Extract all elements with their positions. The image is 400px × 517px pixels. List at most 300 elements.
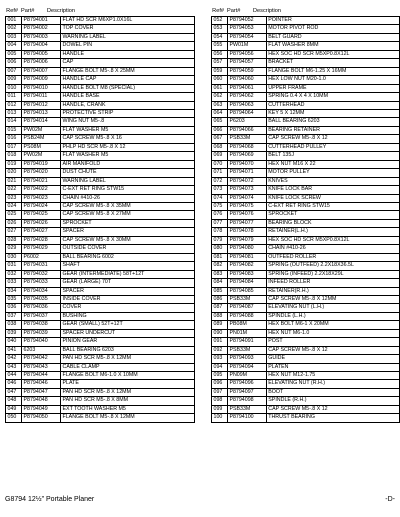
ref-cell: 094 <box>212 363 228 371</box>
table-row <box>6 59 195 67</box>
part-number-cell: P8794013 <box>22 109 61 117</box>
ref-cell: 007 <box>6 67 22 75</box>
description-cell: HANDLE, CRANK <box>61 101 195 109</box>
description-cell: HANDLE BOLT M8 (SPECIAL) <box>61 84 195 92</box>
part-number-cell: P8794069 <box>227 152 266 160</box>
description-cell: BELT GUARD <box>266 33 399 41</box>
ref-cell: 023 <box>6 194 22 202</box>
description-cell: SPACER UNDERCUT <box>61 329 195 337</box>
description-cell: HANDLE CAP <box>61 76 195 84</box>
table-row <box>6 236 195 244</box>
ref-cell: 099 <box>212 405 228 413</box>
part-number-cell: PW02M <box>22 152 61 160</box>
description-cell: GEAR (LARGE) 70T <box>61 279 195 287</box>
description-cell: BOOT <box>266 388 399 396</box>
ref-header: Ref# <box>6 8 18 14</box>
ref-cell: 034 <box>6 287 22 295</box>
table-row <box>212 76 400 84</box>
part-number-cell: PSB33M <box>227 295 266 303</box>
part-number-cell: P8794036 <box>22 304 61 312</box>
description-cell: KNIFE LOCK BAR <box>266 186 399 194</box>
part-number-cell: P8794073 <box>227 186 266 194</box>
part-number-cell: P8794059 <box>227 67 266 75</box>
description-cell: BALL BEARING 6203 <box>61 346 195 354</box>
description-cell: MOTOR PULLEY <box>266 169 399 177</box>
left-parts-table <box>5 16 195 423</box>
part-number-cell: P8794023 <box>22 194 61 202</box>
description-cell: GUIDE <box>266 355 399 363</box>
table-row <box>6 177 195 185</box>
description-cell: SPACER <box>61 228 195 236</box>
table-row <box>6 160 195 168</box>
part-number-cell: P8794084 <box>227 279 266 287</box>
description-cell: GEAR (SMALL) 52T+12T <box>61 321 195 329</box>
part-number-cell: P8794071 <box>227 169 266 177</box>
table-row <box>212 59 400 67</box>
table-row <box>212 126 400 134</box>
part-number-cell: P8794047 <box>22 388 61 396</box>
description-cell: HEX SOC HD SCR M5XP0.8X12L <box>266 50 399 58</box>
description-cell: CAP SCREW M5-.8 X 12 <box>266 346 399 354</box>
part-number-cell: PS08M <box>22 143 61 151</box>
right-parts-column <box>211 7 400 423</box>
description-cell: C-EXT RET RING STW15 <box>61 186 195 194</box>
table-row <box>6 50 195 58</box>
part-number-cell: P8794096 <box>227 380 266 388</box>
table-row <box>212 169 400 177</box>
table-row <box>212 228 400 236</box>
description-cell: HEX NUT M12-1.75 <box>266 372 399 380</box>
table-row <box>212 380 400 388</box>
description-cell: BALL BEARING 6002 <box>61 253 195 261</box>
part-number-cell: P8794068 <box>227 143 266 151</box>
description-cell: INSIDE COVER <box>61 295 195 303</box>
table-row <box>212 177 400 185</box>
ref-cell: 028 <box>6 236 22 244</box>
table-row <box>6 152 195 160</box>
description-cell: HEX LOW NUT M20-1.0 <box>266 76 399 84</box>
ref-cell: 010 <box>6 84 22 92</box>
ref-cell: 098 <box>212 397 228 405</box>
part-number-cell: P8794054 <box>227 33 266 41</box>
part-number-cell: P8794026 <box>22 219 61 227</box>
ref-cell: 081 <box>212 253 228 261</box>
description-cell: HANDLE BASE <box>61 93 195 101</box>
table-row <box>6 245 195 253</box>
ref-cell: 075 <box>212 202 228 210</box>
ref-cell: 074 <box>212 194 228 202</box>
part-number-cell: P8794019 <box>22 160 61 168</box>
description-header: Description <box>253 8 281 14</box>
part-number-cell: P8794094 <box>227 363 266 371</box>
ref-cell: 041 <box>6 346 22 354</box>
description-cell: SHAFT <box>61 262 195 270</box>
table-row <box>212 143 400 151</box>
description-cell: PAN HD SCR M5-.8 X 8MM <box>61 397 195 405</box>
part-number-cell: PSB33M <box>227 405 266 413</box>
description-cell: FLANGE BOLT M5-.8 X 12MM <box>61 414 195 422</box>
ref-cell: 096 <box>212 380 228 388</box>
part-number-cell: P8794021 <box>22 177 61 185</box>
table-row <box>6 414 195 422</box>
right-parts-body <box>212 17 400 423</box>
part-number-cell: P8794063 <box>227 101 266 109</box>
part-number-cell: P8794050 <box>22 414 61 422</box>
description-cell: CUTTERHEAD <box>266 101 399 109</box>
part-number-cell: P8794075 <box>227 202 266 210</box>
ref-cell: 043 <box>6 363 22 371</box>
table-row <box>6 84 195 92</box>
ref-cell: 018 <box>6 152 22 160</box>
part-number-cell: P8794093 <box>227 355 266 363</box>
part-number-cell: P8794033 <box>22 279 61 287</box>
part-number-cell: PN09M <box>227 372 266 380</box>
part-number-cell: P8794042 <box>22 355 61 363</box>
part-number-cell: P8794078 <box>227 228 266 236</box>
description-cell: CHAIN #410-26 <box>266 245 399 253</box>
ref-cell: 062 <box>212 93 228 101</box>
table-row <box>6 279 195 287</box>
table-row <box>212 152 400 160</box>
table-row <box>212 397 400 405</box>
part-number-cell: P8794062 <box>227 93 266 101</box>
description-cell: PLATEN <box>266 363 399 371</box>
description-cell: RETAINER(R.H.) <box>266 287 399 295</box>
table-row <box>212 388 400 396</box>
ref-cell: 077 <box>212 219 228 227</box>
ref-cell: 006 <box>6 59 22 67</box>
description-cell: ELEVATING NUT (R.H.) <box>266 380 399 388</box>
table-row <box>212 253 400 261</box>
description-cell: CHAIN #410-26 <box>61 194 195 202</box>
ref-cell: 021 <box>6 177 22 185</box>
part-number-cell: P8794034 <box>22 287 61 295</box>
ref-cell: 048 <box>6 397 22 405</box>
ref-cell: 095 <box>212 372 228 380</box>
description-cell: POINTER <box>266 17 399 25</box>
ref-cell: 060 <box>212 76 228 84</box>
table-row <box>6 304 195 312</box>
ref-cell: 068 <box>212 143 228 151</box>
description-cell: CAP SCREW M5-.8 X 30MM <box>61 236 195 244</box>
part-number-cell: P8794081 <box>227 253 266 261</box>
description-cell: SPRING (INFEED) 2.2X18X29L <box>266 270 399 278</box>
part-number-cell: P8794057 <box>227 59 266 67</box>
description-cell: RETAINER(L.H.) <box>266 228 399 236</box>
description-cell: CUTTERHEAD PULLEY <box>266 143 399 151</box>
ref-cell: 082 <box>212 262 228 270</box>
table-row <box>212 84 400 92</box>
description-cell: OUTSIDE COVER <box>61 245 195 253</box>
ref-cell: 078 <box>212 228 228 236</box>
part-header: Part# <box>227 8 241 14</box>
table-row <box>212 186 400 194</box>
ref-cell: 009 <box>6 76 22 84</box>
part-number-cell: PSB33M <box>227 135 266 143</box>
part-number-cell: P8794060 <box>227 76 266 84</box>
part-number-cell: P8794035 <box>22 295 61 303</box>
part-number-cell: P8794001 <box>22 17 61 25</box>
table-row <box>6 262 195 270</box>
ref-cell: 066 <box>212 126 228 134</box>
description-cell: BRACKET <box>266 59 399 67</box>
ref-cell: 089 <box>212 321 228 329</box>
description-cell: MOTOR PIVOT ROD <box>266 25 399 33</box>
description-cell: HEX NUT M6-1.0 <box>266 329 399 337</box>
table-row <box>212 101 400 109</box>
ref-header: Ref# <box>212 8 224 14</box>
ref-cell: 047 <box>6 388 22 396</box>
description-cell: BEARING BLOCK <box>266 219 399 227</box>
ref-cell: 093 <box>212 355 228 363</box>
table-row <box>6 202 195 210</box>
ref-cell: 100 <box>212 414 228 422</box>
table-row <box>212 118 400 126</box>
part-number-cell: 6203 <box>22 346 61 354</box>
description-cell: CAP SCREW M5-.8 X 27MM <box>61 211 195 219</box>
description-cell: BEARING RETAINER <box>266 126 399 134</box>
table-row <box>6 169 195 177</box>
ref-cell: 070 <box>212 160 228 168</box>
description-cell: SPINDLE (R.H.) <box>266 397 399 405</box>
ref-cell: 057 <box>212 59 228 67</box>
description-cell: WARNING LABEL <box>61 177 195 185</box>
ref-cell: 001 <box>6 17 22 25</box>
description-cell: CAP SCREW M5-.8 X 12 <box>266 135 399 143</box>
part-number-cell: P8794025 <box>22 211 61 219</box>
description-cell: COVER <box>61 304 195 312</box>
table-row <box>6 143 195 151</box>
part-number-cell: P8794005 <box>22 50 61 58</box>
ref-cell: 022 <box>6 186 22 194</box>
part-number-cell: P8794044 <box>22 372 61 380</box>
table-row <box>6 101 195 109</box>
ref-cell: 033 <box>6 279 22 287</box>
table-row <box>212 245 400 253</box>
part-number-cell: P8794098 <box>227 397 266 405</box>
description-cell: CAP SCREW M5-.8 X 16 <box>61 135 195 143</box>
part-number-cell: P8794043 <box>22 363 61 371</box>
description-cell: PAN HD SCR M5-.8 X 12MM <box>61 355 195 363</box>
table-row <box>212 50 400 58</box>
ref-cell: 067 <box>212 135 228 143</box>
part-number-cell: P8794027 <box>22 228 61 236</box>
ref-cell: 002 <box>6 25 22 33</box>
ref-cell: 005 <box>6 50 22 58</box>
table-row <box>6 270 195 278</box>
part-number-cell: P8794079 <box>227 236 266 244</box>
part-number-cell: P8794097 <box>227 388 266 396</box>
ref-cell: 069 <box>212 152 228 160</box>
ref-cell: 011 <box>6 93 22 101</box>
table-row <box>6 372 195 380</box>
description-cell: BUSHING <box>61 312 195 320</box>
part-number-cell: P8794074 <box>227 194 266 202</box>
ref-cell: 014 <box>6 118 22 126</box>
description-cell: WARNING LABEL <box>61 33 195 41</box>
ref-cell: 080 <box>212 245 228 253</box>
part-number-cell: P8794006 <box>22 59 61 67</box>
table-row <box>212 109 400 117</box>
table-row <box>6 33 195 41</box>
ref-cell: 049 <box>6 405 22 413</box>
table-row <box>212 236 400 244</box>
table-row <box>6 405 195 413</box>
description-cell: UPPER FRAME <box>266 84 399 92</box>
ref-cell: 036 <box>6 304 22 312</box>
table-row <box>212 355 400 363</box>
description-cell: SPROCKET <box>266 211 399 219</box>
description-cell: SPACER <box>61 287 195 295</box>
part-number-cell: P8794046 <box>22 380 61 388</box>
part-number-cell: P8794061 <box>227 84 266 92</box>
description-cell: KEY 5 X 12MM <box>266 109 399 117</box>
ref-cell: 017 <box>6 143 22 151</box>
part-number-cell: P8794091 <box>227 338 266 346</box>
table-row <box>212 67 400 75</box>
ref-cell: 050 <box>6 414 22 422</box>
description-cell: TOP COVER <box>61 25 195 33</box>
ref-cell: 015 <box>6 126 22 134</box>
table-row <box>212 363 400 371</box>
ref-cell: 065 <box>212 118 228 126</box>
part-number-cell: P8794082 <box>227 262 266 270</box>
ref-cell: 092 <box>212 346 228 354</box>
table-row <box>6 355 195 363</box>
table-row <box>6 363 195 371</box>
table-row <box>6 346 195 354</box>
left-parts-body <box>6 17 195 423</box>
part-number-cell: P8794024 <box>22 202 61 210</box>
description-cell: PLATE <box>61 380 195 388</box>
ref-cell: 035 <box>6 295 22 303</box>
part-number-cell: P8794012 <box>22 101 61 109</box>
part-number-cell: P8794070 <box>227 160 266 168</box>
table-row <box>212 42 400 50</box>
ref-cell: 053 <box>212 25 228 33</box>
ref-cell: 086 <box>212 295 228 303</box>
ref-cell: 031 <box>6 262 22 270</box>
part-number-cell: PSB24M <box>22 135 61 143</box>
table-row <box>212 202 400 210</box>
description-cell: C-EXT RET RING STW15 <box>266 202 399 210</box>
description-cell: BELT 135J <box>266 152 399 160</box>
description-cell: KNIVES <box>266 177 399 185</box>
part-number-cell: P8794029 <box>22 245 61 253</box>
table-row <box>212 17 400 25</box>
ref-cell: 013 <box>6 109 22 117</box>
part-number-cell: P8794053 <box>227 25 266 33</box>
description-header: Description <box>47 8 75 14</box>
description-cell: HEX BOLT M6-1 X 20MM <box>266 321 399 329</box>
ref-cell: 019 <box>6 160 22 168</box>
page-footer <box>5 494 395 506</box>
description-cell: WING NUT M5-.8 <box>61 118 195 126</box>
description-cell: BALL BEARING 6203 <box>266 118 399 126</box>
part-number-cell: P8794009 <box>22 76 61 84</box>
description-cell: HEX SOC HD SCR M5XP0.8X12L <box>266 236 399 244</box>
ref-cell: 016 <box>6 135 22 143</box>
table-row <box>212 219 400 227</box>
description-cell: CAP SCREW M5-.8 X 12 <box>266 405 399 413</box>
table-row <box>212 262 400 270</box>
ref-cell: 029 <box>6 245 22 253</box>
part-number-cell: P8794100 <box>227 414 266 422</box>
ref-cell: 032 <box>6 270 22 278</box>
part-number-cell: P8794072 <box>227 177 266 185</box>
description-cell: SPRING (OUTFEED) 2.2X18X36.5L <box>266 262 399 270</box>
part-number-cell: P8794052 <box>227 17 266 25</box>
part-number-cell: P8794085 <box>227 287 266 295</box>
table-row <box>6 338 195 346</box>
part-number-cell: P8794002 <box>22 25 61 33</box>
manual-title: G8794 12½" Portable Planer <box>5 496 95 503</box>
description-cell: FLAT HD SCR M6XP1.0X16L <box>61 17 195 25</box>
table-row <box>6 194 195 202</box>
table-row <box>212 211 400 219</box>
description-cell: PROTECTIVE STRIP <box>61 109 195 117</box>
part-number-cell: P8794064 <box>227 109 266 117</box>
part-number-cell: P8794020 <box>22 169 61 177</box>
part-number-cell: P8794088 <box>227 312 266 320</box>
description-cell: HANDLE <box>61 50 195 58</box>
part-number-cell: P6002 <box>22 253 61 261</box>
part-number-cell: P8794080 <box>227 245 266 253</box>
part-number-cell: P8794083 <box>227 270 266 278</box>
part-number-cell: P8794028 <box>22 236 61 244</box>
part-number-cell: P8794037 <box>22 312 61 320</box>
description-cell: CABLE CLAMP <box>61 363 195 371</box>
ref-cell: 063 <box>212 101 228 109</box>
part-number-cell: P8794039 <box>22 329 61 337</box>
table-row <box>6 380 195 388</box>
part-number-cell: P8794048 <box>22 397 61 405</box>
table-row <box>212 287 400 295</box>
table-row <box>6 211 195 219</box>
ref-cell: 083 <box>212 270 228 278</box>
ref-cell: 079 <box>212 236 228 244</box>
table-row <box>6 219 195 227</box>
table-row <box>212 312 400 320</box>
ref-cell: 004 <box>6 42 22 50</box>
table-row <box>212 321 400 329</box>
part-number-cell: P8794040 <box>22 338 61 346</box>
description-cell: INFEED ROLLER <box>266 279 399 287</box>
ref-cell: 030 <box>6 253 22 261</box>
right-parts-table <box>211 16 400 423</box>
ref-cell: 046 <box>6 380 22 388</box>
description-cell: FLAT WASHER M5 <box>61 126 195 134</box>
ref-cell: 090 <box>212 329 228 337</box>
table-row <box>212 33 400 41</box>
description-cell: SPINDLE (L.H.) <box>266 312 399 320</box>
ref-cell: 061 <box>212 84 228 92</box>
table-row <box>212 194 400 202</box>
ref-cell: 039 <box>6 329 22 337</box>
table-row <box>6 135 195 143</box>
part-number-cell: P8794049 <box>22 405 61 413</box>
ref-cell: 038 <box>6 321 22 329</box>
table-row <box>6 287 195 295</box>
ref-cell: 040 <box>6 338 22 346</box>
ref-cell: 064 <box>212 109 228 117</box>
ref-cell: 073 <box>212 186 228 194</box>
ref-cell: 027 <box>6 228 22 236</box>
ref-cell: 085 <box>212 287 228 295</box>
ref-cell: 097 <box>212 388 228 396</box>
description-cell: PHLP HD SCR M5-.8 X 12 <box>61 143 195 151</box>
table-row <box>6 397 195 405</box>
